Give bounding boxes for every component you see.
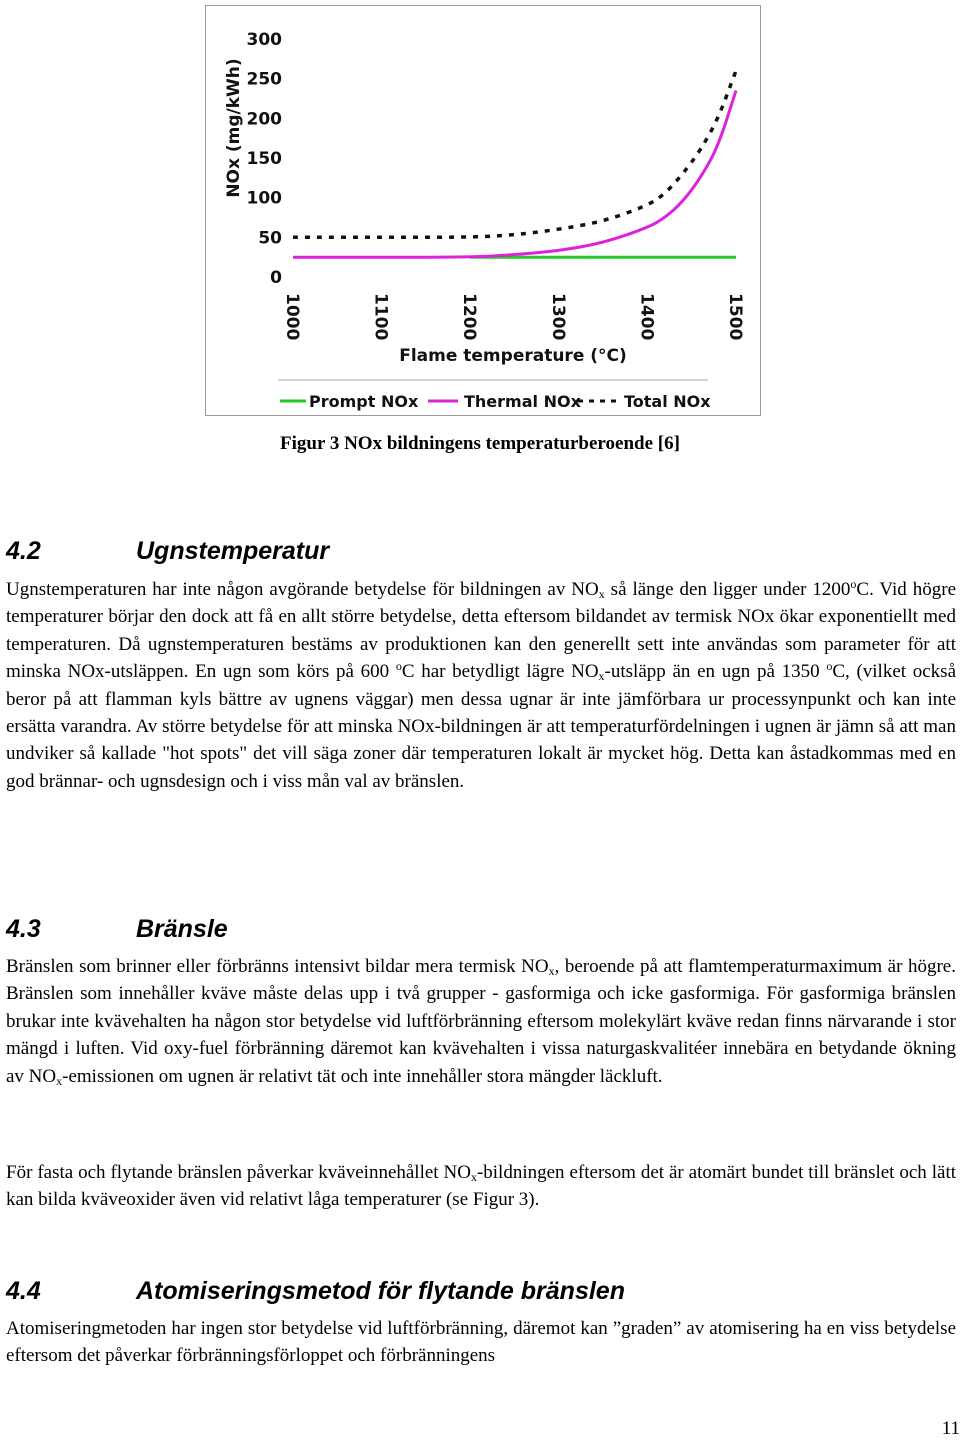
legend-label: Prompt NOx	[309, 392, 419, 411]
y-tick-label: 150	[246, 149, 282, 169]
paragraph-bransle-2: För fasta och flytande bränslen påverkar kväveinnehållet $NO_x$-bildningen eftersom det är atomärt bundet till bränslet och lätt kan bilda kväveoxider även vid relativt låga temperaturer (se Figur 3).	[6, 1162, 956, 1211]
nox-temperature-chart	[206, 6, 762, 417]
y-tick-label: 250	[246, 69, 282, 90]
y-tick-label: 300	[246, 30, 282, 50]
figure-frame	[205, 5, 761, 416]
y-tick-label: 0	[270, 268, 282, 288]
section-heading-4-3	[6, 915, 228, 944]
section-heading-4-4	[6, 1277, 625, 1306]
section-title: Bränsle	[136, 915, 228, 943]
legend-label: Total NOx	[624, 392, 711, 411]
legend-label: Thermal NOx	[464, 392, 581, 411]
paragraph-ugnstemperatur: Ugnstemperaturen har inte någon avgörande betydelse för bildningen av $NO_x$ så länge den ligger under 1200$^o$C. Vid högre temperaturer börjar den dock att få en allt större betydelse, detta eftersom bildandet av termisk NOx ökar exponentiellt med temperaturen. Då ugnstemperaturen bestäms av produktionen kan den generellt sett inte användas som parameter för att minska NOx-utsläppen. En ugn som körs på 600 $^o$C har betydligt lägre $NO_x$-utsläpp än en ugn på 1350 $^o$C, (vilket också beror på att flamman kyls bättre av ugnens väggar) men dessa ugnar är inte jämförbara ur processynpunkt och kan inte ersätta varandra. Av större betydelse för att minska NOx-bildningen är att temperaturfördelningen i ugnen är jämn så att man undviker så kallade "hot spots" det vill säga zoner där temperaturen lokalt är mycket hög. Detta kan åstadkommas med en god brännar- och ugnsdesign och i viss mån val av bränslen.	[6, 577, 957, 792]
y-tick-label: 50	[258, 228, 282, 249]
paragraph-atomisering: Atomiseringmetoden har ingen stor betydelse vid luftförbränning, däremot kan ”graden” av atomisering ha en viss betydelse eftersom det påverkar förbränningsförloppet och förbränningens	[6, 1318, 956, 1367]
x-tick-label: 1100	[370, 293, 391, 341]
series-line-thermal-nox	[293, 91, 736, 258]
x-tick-label: 1400	[636, 293, 657, 341]
figure-caption: Figur 3 NOx bildningens temperaturberoende [6]	[280, 433, 680, 454]
x-tick-label: 1000	[282, 293, 302, 341]
x-axis-title: Flame temperature (°C)	[399, 346, 627, 366]
y-tick-label: 200	[246, 109, 282, 130]
section-number: 4.2	[6, 537, 41, 565]
x-tick-label: 1200	[459, 293, 480, 341]
y-axis-title: NOx (mg/kWh)	[224, 58, 244, 198]
x-tick-label: 1300	[547, 293, 568, 341]
section-title: Atomiseringsmetod för flytande bränslen	[136, 1277, 625, 1305]
section-heading-4-2	[6, 537, 329, 566]
section-number: 4.4	[6, 1277, 41, 1305]
section-number: 4.3	[6, 915, 41, 943]
legend	[280, 392, 711, 411]
page-number: 11	[941, 1418, 960, 1439]
y-tick-label: 100	[246, 188, 282, 209]
section-title: Ugnstemperatur	[136, 537, 330, 565]
paragraph-bransle-1: Bränslen som brinner eller förbränns intensivt bildar mera termisk $NO_x$, beroende på att flamtemperaturmaximum är högre. Bränslen som innehåller kväve måste delas upp i två grupper - gasformiga och icke gasformiga. För gasformiga bränslen brukar inte kvävehalten ha någon stor betydelse vid luftförbränning eftersom molekylärt kväve redan finns närvarande i stor mängd i luften. Vid oxy-fuel förbränning däremot kan kvävehalten i vissa naturgaskvalitéer innebära en betydande ökning av $NO_x$-emissionen om ugnen är relativt tät och inte innehåller stora mängder läckluft.	[6, 956, 956, 1088]
x-tick-label: 1500	[725, 293, 745, 341]
